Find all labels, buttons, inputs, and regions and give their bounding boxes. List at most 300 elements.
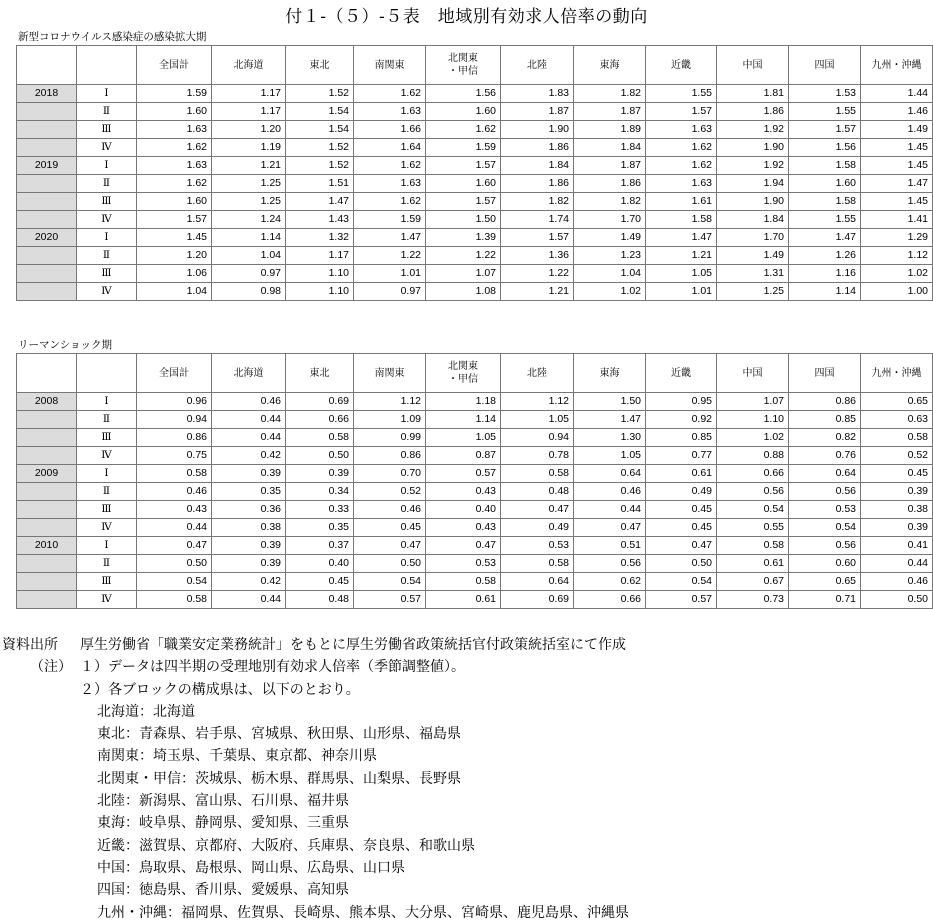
value-cell: 1.26	[789, 247, 861, 265]
value-cell: 1.47	[354, 229, 426, 247]
value-cell: 0.58	[137, 465, 212, 483]
note-label: （注）	[30, 659, 72, 676]
value-cell: 1.55	[789, 103, 861, 121]
prefecture-line: 四国：徳島県、香川県、愛媛県、高知県	[97, 882, 349, 899]
value-cell: 1.54	[286, 121, 354, 139]
value-cell: 1.86	[501, 139, 574, 157]
value-cell: 0.96	[137, 393, 212, 411]
value-cell: 0.48	[286, 591, 354, 609]
value-cell: 1.49	[717, 247, 789, 265]
value-cell: 0.53	[426, 555, 501, 573]
value-cell: 0.39	[212, 555, 286, 573]
value-cell: 1.07	[717, 393, 789, 411]
quarter-cell: Ⅳ	[77, 283, 137, 301]
value-cell: 0.58	[426, 573, 501, 591]
value-cell: 1.52	[286, 85, 354, 103]
value-cell: 1.62	[354, 85, 426, 103]
value-cell: 1.17	[212, 103, 286, 121]
value-cell: 0.78	[501, 447, 574, 465]
value-cell: 0.58	[717, 537, 789, 555]
value-cell: 0.58	[861, 429, 933, 447]
value-cell: 1.87	[574, 157, 646, 175]
value-cell: 0.95	[646, 393, 717, 411]
column-header: 北海道	[212, 354, 286, 393]
value-cell: 1.54	[286, 103, 354, 121]
quarter-cell: Ⅰ	[77, 229, 137, 247]
prefecture-row	[0, 790, 933, 812]
value-cell: 0.97	[354, 283, 426, 301]
quarter-cell: Ⅰ	[77, 157, 137, 175]
value-cell: 0.60	[789, 555, 861, 573]
value-cell: 1.25	[717, 283, 789, 301]
value-cell: 1.05	[646, 265, 717, 283]
value-cell: 1.43	[286, 211, 354, 229]
value-cell: 0.44	[861, 555, 933, 573]
value-cell: 1.90	[501, 121, 574, 139]
column-header: 東北	[286, 46, 354, 85]
value-cell: 0.50	[286, 447, 354, 465]
year-cell	[17, 121, 77, 139]
value-cell: 1.53	[789, 85, 861, 103]
value-cell: 1.29	[861, 229, 933, 247]
prefecture-line: 中国：鳥取県、島根県、岡山県、広島県、山口県	[97, 859, 405, 876]
value-cell: 0.39	[212, 537, 286, 555]
value-cell: 0.94	[501, 429, 574, 447]
value-cell: 1.84	[501, 157, 574, 175]
value-cell: 0.56	[717, 483, 789, 501]
prefecture-line: 近畿：滋賀県、京都府、大阪府、兵庫県、奈良県、和歌山県	[97, 837, 475, 854]
value-cell: 0.65	[861, 393, 933, 411]
value-cell: 0.86	[137, 429, 212, 447]
value-cell: 1.90	[717, 139, 789, 157]
quarter-cell: Ⅳ	[77, 519, 137, 537]
prefecture-row	[0, 835, 933, 857]
column-header: 北海道	[212, 46, 286, 85]
value-cell: 0.69	[501, 591, 574, 609]
value-cell: 0.47	[646, 537, 717, 555]
table-header-row	[17, 354, 933, 393]
value-cell: 0.47	[574, 519, 646, 537]
value-cell: 1.19	[212, 139, 286, 157]
value-cell: 0.50	[354, 555, 426, 573]
value-cell: 1.50	[574, 393, 646, 411]
column-header: 北陸	[501, 354, 574, 393]
value-cell: 1.62	[354, 193, 426, 211]
value-cell: 0.85	[646, 429, 717, 447]
value-cell: 0.53	[789, 501, 861, 519]
year-cell	[17, 175, 77, 193]
value-cell: 1.00	[861, 283, 933, 301]
value-cell: 0.45	[646, 501, 717, 519]
table-row	[17, 411, 933, 429]
value-cell: 0.64	[574, 465, 646, 483]
value-cell: 0.43	[426, 483, 501, 501]
value-cell: 1.09	[354, 411, 426, 429]
value-cell: 1.01	[646, 283, 717, 301]
value-cell: 1.63	[354, 103, 426, 121]
value-cell: 0.52	[861, 447, 933, 465]
header-blank-cell	[77, 46, 137, 85]
value-cell: 1.05	[501, 411, 574, 429]
value-cell: 1.22	[501, 265, 574, 283]
value-cell: 1.51	[286, 175, 354, 193]
quarter-cell: Ⅳ	[77, 211, 137, 229]
value-cell: 1.87	[574, 103, 646, 121]
value-cell: 1.17	[212, 85, 286, 103]
prefecture-line: 北陸：新潟県、富山県、石川県、福井県	[97, 793, 349, 810]
prefecture-line: 北関東・甲信：茨城県、栃木県、群馬県、山梨県、長野県	[97, 770, 461, 787]
year-cell	[17, 483, 77, 501]
value-cell: 0.66	[574, 591, 646, 609]
value-cell: 0.50	[137, 555, 212, 573]
note-row-2	[0, 679, 933, 701]
table-row	[17, 265, 933, 283]
value-cell: 1.45	[861, 139, 933, 157]
note-row-1	[0, 656, 933, 678]
value-cell: 0.47	[501, 501, 574, 519]
value-cell: 1.56	[426, 85, 501, 103]
value-cell: 1.49	[861, 121, 933, 139]
table-row	[17, 193, 933, 211]
quarter-cell: Ⅱ	[77, 103, 137, 121]
quarter-cell: Ⅱ	[77, 247, 137, 265]
value-cell: 1.82	[574, 85, 646, 103]
value-cell: 1.24	[212, 211, 286, 229]
value-cell: 1.12	[354, 393, 426, 411]
value-cell: 1.12	[501, 393, 574, 411]
value-cell: 0.56	[789, 483, 861, 501]
value-cell: 1.87	[501, 103, 574, 121]
table-row	[17, 139, 933, 157]
table-row	[17, 283, 933, 301]
value-cell: 0.85	[789, 411, 861, 429]
value-cell: 0.58	[501, 555, 574, 573]
value-cell: 1.30	[574, 429, 646, 447]
value-cell: 0.54	[354, 573, 426, 591]
value-cell: 0.63	[861, 411, 933, 429]
quarter-cell: Ⅰ	[77, 537, 137, 555]
value-cell: 1.04	[137, 283, 212, 301]
quarter-cell: Ⅳ	[77, 591, 137, 609]
value-cell: 0.54	[789, 519, 861, 537]
value-cell: 0.51	[574, 537, 646, 555]
value-cell: 0.46	[137, 483, 212, 501]
value-cell: 0.52	[354, 483, 426, 501]
table-row	[17, 229, 933, 247]
table-row	[17, 103, 933, 121]
value-cell: 0.66	[717, 465, 789, 483]
value-cell: 0.57	[426, 465, 501, 483]
prefecture-line: 北海道：北海道	[97, 703, 195, 720]
value-cell: 0.55	[717, 519, 789, 537]
value-cell: 0.82	[789, 429, 861, 447]
value-cell: 1.10	[286, 265, 354, 283]
prefecture-row	[0, 723, 933, 745]
quarter-cell: Ⅱ	[77, 483, 137, 501]
value-cell: 0.38	[212, 519, 286, 537]
value-cell: 0.44	[574, 501, 646, 519]
column-header: 北関東 ・甲信	[426, 354, 501, 393]
column-header: 北関東 ・甲信	[426, 46, 501, 85]
value-cell: 1.41	[861, 211, 933, 229]
value-cell: 1.55	[789, 211, 861, 229]
value-cell: 1.57	[426, 193, 501, 211]
value-cell: 0.86	[354, 447, 426, 465]
value-cell: 0.75	[137, 447, 212, 465]
year-cell	[17, 591, 77, 609]
value-cell: 1.25	[212, 175, 286, 193]
prefecture-row	[0, 745, 933, 767]
prefecture-line: 東北：青森県、岩手県、宮城県、秋田県、山形県、福島県	[97, 726, 461, 743]
value-cell: 1.92	[717, 121, 789, 139]
value-cell: 0.88	[717, 447, 789, 465]
value-cell: 1.57	[426, 157, 501, 175]
value-cell: 1.47	[286, 193, 354, 211]
value-cell: 0.33	[286, 501, 354, 519]
year-cell	[17, 283, 77, 301]
value-cell: 1.45	[861, 157, 933, 175]
value-cell: 1.47	[861, 175, 933, 193]
value-cell: 1.52	[286, 157, 354, 175]
value-cell: 1.90	[717, 193, 789, 211]
value-cell: 0.54	[646, 573, 717, 591]
value-cell: 0.56	[574, 555, 646, 573]
year-cell	[17, 555, 77, 573]
value-cell: 0.47	[137, 537, 212, 555]
value-cell: 0.54	[137, 573, 212, 591]
year-cell	[17, 447, 77, 465]
table-row	[17, 537, 933, 555]
column-header: 全国計	[137, 46, 212, 85]
prefecture-line: 東海：岐阜県、静岡県、愛知県、三重県	[97, 815, 349, 832]
value-cell: 1.83	[501, 85, 574, 103]
value-cell: 0.44	[212, 411, 286, 429]
value-cell: 1.62	[646, 139, 717, 157]
value-cell: 1.02	[861, 265, 933, 283]
value-cell: 0.48	[501, 483, 574, 501]
value-cell: 1.56	[789, 139, 861, 157]
value-cell: 0.71	[789, 591, 861, 609]
value-cell: 0.61	[717, 555, 789, 573]
year-cell	[17, 247, 77, 265]
value-cell: 0.86	[789, 393, 861, 411]
value-cell: 1.20	[137, 247, 212, 265]
value-cell: 0.50	[861, 591, 933, 609]
value-cell: 0.45	[646, 519, 717, 537]
value-cell: 0.35	[286, 519, 354, 537]
value-cell: 1.02	[574, 283, 646, 301]
value-cell: 1.57	[789, 121, 861, 139]
column-header: 四国	[789, 354, 861, 393]
quarter-cell: Ⅰ	[77, 465, 137, 483]
column-header: 近畿	[646, 46, 717, 85]
column-header: 北陸	[501, 46, 574, 85]
value-cell: 1.92	[717, 157, 789, 175]
year-cell	[17, 411, 77, 429]
value-cell: 1.86	[574, 175, 646, 193]
value-cell: 1.25	[212, 193, 286, 211]
value-cell: 1.82	[501, 193, 574, 211]
value-cell: 0.70	[354, 465, 426, 483]
value-cell: 0.38	[861, 501, 933, 519]
value-cell: 1.81	[717, 85, 789, 103]
year-cell	[17, 211, 77, 229]
value-cell: 1.62	[137, 139, 212, 157]
value-cell: 1.47	[574, 411, 646, 429]
value-cell: 0.97	[212, 265, 286, 283]
value-cell: 0.46	[861, 573, 933, 591]
value-cell: 0.99	[354, 429, 426, 447]
value-cell: 0.49	[646, 483, 717, 501]
value-cell: 0.58	[137, 591, 212, 609]
quarter-cell: Ⅱ	[77, 411, 137, 429]
year-cell: 2008	[17, 393, 77, 411]
column-header: 東北	[286, 354, 354, 393]
value-cell: 0.64	[789, 465, 861, 483]
value-cell: 1.14	[426, 411, 501, 429]
value-cell: 1.23	[574, 247, 646, 265]
year-cell	[17, 573, 77, 591]
value-cell: 1.31	[717, 265, 789, 283]
table-row	[17, 555, 933, 573]
value-cell: 1.84	[717, 211, 789, 229]
note-line: １）データは四半期の受理地別有効求人倍率（季節調整値）。	[80, 659, 465, 676]
value-cell: 1.47	[789, 229, 861, 247]
table-caption-lehman: リーマンショック期	[18, 339, 113, 351]
quarter-cell: Ⅲ	[77, 573, 137, 591]
value-cell: 1.02	[717, 429, 789, 447]
value-cell: 1.06	[137, 265, 212, 283]
value-cell: 0.44	[212, 591, 286, 609]
value-cell: 1.55	[646, 85, 717, 103]
value-cell: 0.98	[212, 283, 286, 301]
value-cell: 1.18	[426, 393, 501, 411]
value-cell: 1.86	[501, 175, 574, 193]
prefecture-row	[0, 857, 933, 879]
table-row	[17, 465, 933, 483]
source-label: 資料出所	[2, 637, 58, 653]
value-cell: 1.21	[646, 247, 717, 265]
column-header: 中国	[717, 354, 789, 393]
value-cell: 0.69	[286, 393, 354, 411]
value-cell: 1.32	[286, 229, 354, 247]
value-cell: 1.62	[137, 175, 212, 193]
value-cell: 0.39	[861, 519, 933, 537]
value-cell: 0.58	[501, 465, 574, 483]
prefecture-line: 南関東：埼玉県、千葉県、東京都、神奈川県	[97, 748, 377, 765]
value-cell: 0.46	[574, 483, 646, 501]
value-cell: 0.66	[286, 411, 354, 429]
value-cell: 0.45	[861, 465, 933, 483]
column-header: 全国計	[137, 354, 212, 393]
value-cell: 1.39	[426, 229, 501, 247]
column-header: 東海	[574, 46, 646, 85]
value-cell: 0.54	[717, 501, 789, 519]
year-cell: 2020	[17, 229, 77, 247]
prefecture-row	[0, 879, 933, 901]
value-cell: 1.63	[646, 175, 717, 193]
value-cell: 1.49	[574, 229, 646, 247]
table-row	[17, 501, 933, 519]
value-cell: 1.60	[137, 193, 212, 211]
table-row	[17, 393, 933, 411]
value-cell: 1.74	[501, 211, 574, 229]
source-row	[0, 634, 933, 656]
prefecture-row	[0, 902, 933, 924]
value-cell: 1.59	[354, 211, 426, 229]
column-header: 四国	[789, 46, 861, 85]
column-header: 九州・沖縄	[861, 354, 933, 393]
value-cell: 0.58	[286, 429, 354, 447]
value-cell: 0.46	[212, 393, 286, 411]
quarter-cell: Ⅱ	[77, 175, 137, 193]
value-cell: 1.60	[426, 103, 501, 121]
table-row	[17, 429, 933, 447]
value-cell: 1.14	[789, 283, 861, 301]
value-cell: 0.73	[717, 591, 789, 609]
quarter-cell: Ⅰ	[77, 85, 137, 103]
value-cell: 1.21	[212, 157, 286, 175]
quarter-cell: Ⅲ	[77, 429, 137, 447]
header-blank-cell	[77, 354, 137, 393]
quarter-cell: Ⅳ	[77, 447, 137, 465]
value-cell: 1.12	[861, 247, 933, 265]
value-cell: 1.04	[212, 247, 286, 265]
table-row	[17, 483, 933, 501]
value-cell: 0.94	[137, 411, 212, 429]
year-cell	[17, 429, 77, 447]
quarter-cell: Ⅳ	[77, 139, 137, 157]
value-cell: 0.92	[646, 411, 717, 429]
value-cell: 1.04	[574, 265, 646, 283]
value-cell: 1.07	[426, 265, 501, 283]
value-cell: 1.63	[137, 157, 212, 175]
value-cell: 0.37	[286, 537, 354, 555]
quarter-cell: Ⅰ	[77, 393, 137, 411]
value-cell: 1.60	[789, 175, 861, 193]
value-cell: 0.65	[789, 573, 861, 591]
value-cell: 0.47	[426, 537, 501, 555]
value-cell: 1.47	[646, 229, 717, 247]
value-cell: 1.59	[137, 85, 212, 103]
column-header: 南関東	[354, 354, 426, 393]
table-row	[17, 85, 933, 103]
value-cell: 1.17	[286, 247, 354, 265]
value-cell: 1.22	[354, 247, 426, 265]
value-cell: 0.42	[212, 447, 286, 465]
value-cell: 0.39	[212, 465, 286, 483]
value-cell: 1.45	[861, 193, 933, 211]
value-cell: 1.05	[574, 447, 646, 465]
value-cell: 0.35	[212, 483, 286, 501]
value-cell: 0.47	[354, 537, 426, 555]
value-cell: 0.41	[861, 537, 933, 555]
value-cell: 1.50	[426, 211, 501, 229]
value-cell: 1.01	[354, 265, 426, 283]
value-cell: 1.66	[354, 121, 426, 139]
column-header: 近畿	[646, 354, 717, 393]
prefecture-row	[0, 812, 933, 834]
value-cell: 1.60	[426, 175, 501, 193]
year-cell: 2010	[17, 537, 77, 555]
value-cell: 1.57	[137, 211, 212, 229]
quarter-cell: Ⅲ	[77, 265, 137, 283]
value-cell: 0.43	[137, 501, 212, 519]
value-cell: 0.49	[501, 519, 574, 537]
value-cell: 1.22	[426, 247, 501, 265]
value-cell: 1.64	[354, 139, 426, 157]
value-cell: 1.14	[212, 229, 286, 247]
